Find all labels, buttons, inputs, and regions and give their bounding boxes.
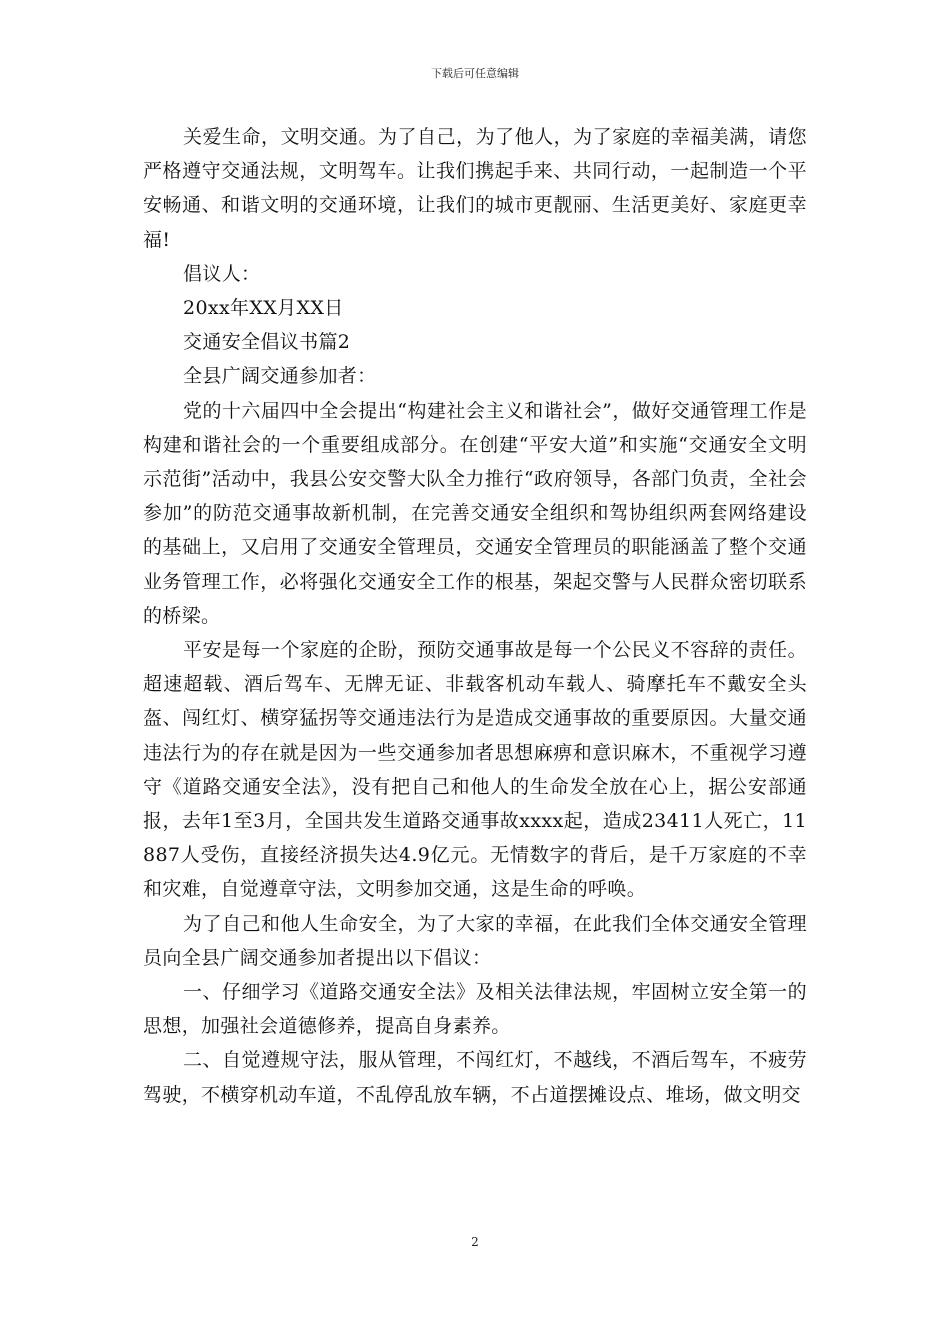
paragraph-safety-statistics: 平安是每一个家庭的企盼，预防交通事故是每一个公民义不容辞的责任。超速超载、酒后驾车、无牌无证、非载客机动车载人、骑摩托车不戴安全头盔、闯红灯、横穿猛拐等交通违法行为是造成交通事故的重要原因。大量交通违法行为的存在就是因为一些交通参加者思想麻痹和意识麻木，不重视学习遵守《道路交通安全法》，没有把自己和他人的生命发全放在心上，据公安部通报，去年1至3月，全国共发生道路交通事故xxxx起，造成23411人死亡，11887人受伤，直接经济损失达4.9亿元。无情数字的背后，是千万家庭的不幸和灾难，自觉遵章守法，文明参加交通，这是生命的呼唤。 [143,639,807,901]
page-header: 下载后可任意编辑 [431,67,519,80]
paragraph-signatory: 倡议人： [183,262,261,285]
paragraph-date: 20xx年XX月XX日 [183,297,344,320]
section-title: 交通安全倡议书篇2 [183,331,351,354]
document-body [143,120,807,1112]
paragraph-background: 党的十六届四中全会提出“构建社会主义和谐社会”，做好交通管理工作是构建和谐社会的一个重要组成部分。在创建“平安大道”和实施“交通安全文明示范街”活动中，我县公安交警大队全力推行“政府领导，各部门负责，全社会参加”的防范交通事故新机制，在完善交通安全组织和驾协组织两套网络建设的基础上，又启用了交通安全管理员，交通安全管理员的职能涵盖了整个交通业务管理工作，必将强化交通安全工作的根基，架起交警与人民群众密切联系的桥梁。 [143,399,807,627]
paragraph-salutation: 全县广阔交通参加者： [183,365,377,388]
page-number: 2 [471,1235,479,1249]
paragraph-item-one: 一、仔细学习《道路交通安全法》及相关法律法规，牢固树立安全第一的思想，加强社会道德修养，提高自身素养。 [143,981,807,1038]
paragraph-item-two: 二、自觉遵规守法，服从管理，不闯红灯，不越线，不酒后驾车，不疲劳驾驶，不横穿机动车道，不乱停乱放车辆，不占道摆摊设点、堆场，做文明交 [143,1049,807,1106]
paragraph-closing-appeal: 关爱生命，文明交通。为了自己，为了他人，为了家庭的幸福美满，请您严格遵守交通法规，文明驾车。让我们携起手来、共同行动，一起制造一个平安畅通、和谐文明的交通环境，让我们的城市更靓丽、生活更美好、家庭更幸福! [143,126,807,251]
paragraph-proposal-intro: 为了自己和他人生命安全，为了大家的幸福，在此我们全体交通安全管理员向全县广阔交通参加者提出以下倡议： [143,912,807,969]
